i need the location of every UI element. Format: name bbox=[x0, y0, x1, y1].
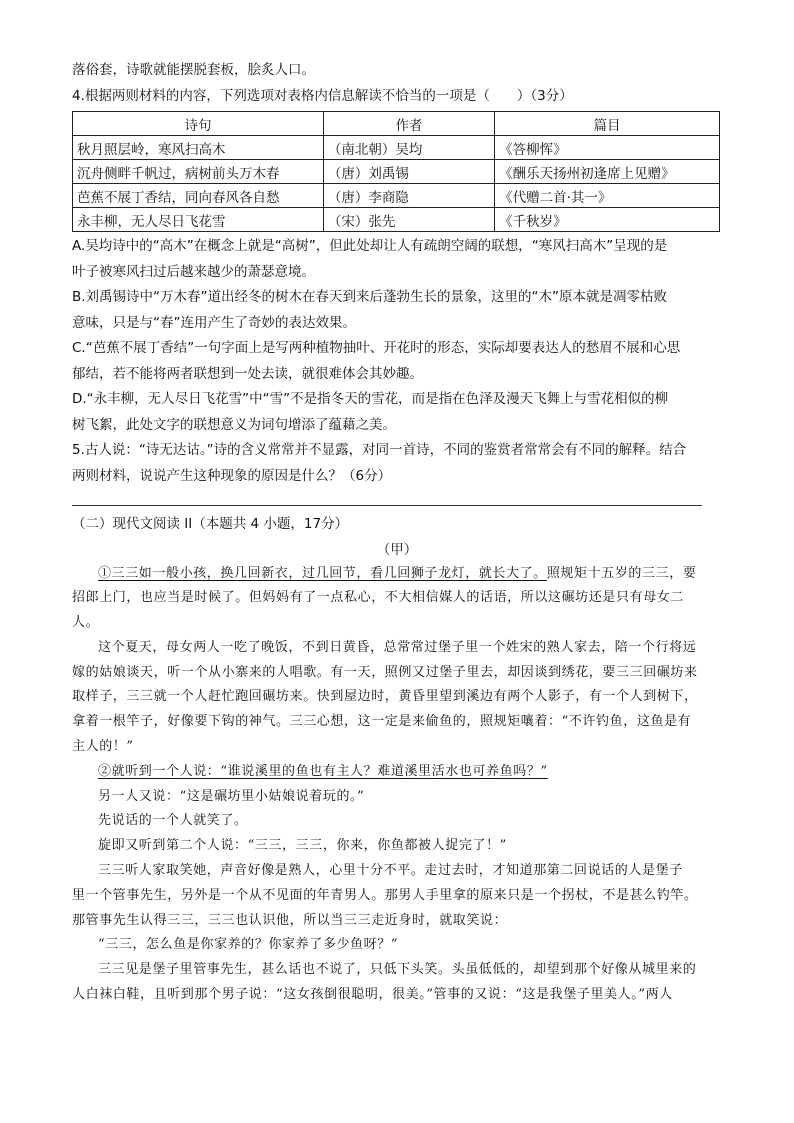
question-4-stem: 4.根据两则材料的内容，下列选项对表格内信息解读不恰当的一项是（ ）（3分） bbox=[72, 87, 573, 104]
option-c-line-2: 郁结，若不能将两者联想到一处去读，就很难体会其妙趣。 bbox=[72, 365, 423, 382]
cell-title: 《酬乐天扬州初逢席上见赠》 bbox=[495, 160, 720, 184]
passage-line: 人。 bbox=[72, 615, 100, 631]
cell-title: 《答柳恽》 bbox=[495, 136, 720, 160]
passage-line: 另一人又说：“这是碾坊里小姑娘说着玩的。” bbox=[98, 788, 365, 804]
section-divider bbox=[72, 505, 702, 506]
underlined-sentence-2: ②就听到一个人说：“谁说溪里的鱼也有主人？难道溪里活水也可养鱼吗？” bbox=[98, 763, 548, 779]
cell-author: （南北朝）吴均 bbox=[323, 136, 494, 160]
option-d bbox=[72, 387, 722, 438]
table-row bbox=[73, 160, 720, 184]
passage-line: 三三见是堡子里管事先生，甚么话也不说了，只低下头笑。头虽低低的，却望到那个好像从城里来的 bbox=[98, 962, 697, 978]
cell-author: （宋）张先 bbox=[323, 208, 494, 232]
option-a-line-2: 叶子被寒风扫过后越来越少的萧瑟意境。 bbox=[72, 263, 315, 280]
passage-line bbox=[72, 760, 722, 785]
option-d-line-1: D.“永丰柳，无人尽日飞花雪”中“雪”不是指冬天的雪花，而是指在色泽及漫天飞舞上与雪花相似的柳 bbox=[72, 391, 669, 407]
question-5-line-1: 5.古人说：“诗无达诂。”诗的含义常常并不显露，对同一首诗，不同的鉴赏者常常会有不同的解释。结合 bbox=[72, 442, 687, 458]
passage-line bbox=[72, 562, 722, 587]
option-c bbox=[72, 336, 722, 387]
option-d-line-2: 树飞絮，此处文字的联想意义为词句增添了蕴藉之美。 bbox=[72, 416, 396, 433]
passage-line: 拿着一根竿子，好像要下钩的神气。三三心想，这一定是来偷鱼的，照规矩嚷着：“不许钓鱼，这鱼是有 bbox=[72, 714, 692, 730]
passage-line: 三三听人家取笑她，声音好像是熟人，心里十分不平。走过去时，才知道那第二回说话的人是堡子 bbox=[98, 863, 683, 879]
passage-line: 嫁的姑娘谈天，听一个从小寨来的人唱歌。有一天，照例又过堡子里去，却因谈到绣花，要三三回碾坊来 bbox=[72, 664, 698, 680]
passage-line: 先说话的一个人就笑了。 bbox=[98, 813, 248, 829]
table-row bbox=[73, 136, 720, 160]
cell-poem-line: 永丰柳，无人尽日飞花雪 bbox=[73, 208, 324, 232]
cell-author: （唐）李商隐 bbox=[323, 184, 494, 208]
passage-line: 取样子，三三就一个人赶忙跑回碾坊来。快到屋边时，黄昏里望到溪边有两个人影子，有一个人到树下， bbox=[72, 689, 698, 705]
passage-line: 旋即又听到第二个人说：“三三，三三，你来，你鱼都被人捉完了！” bbox=[98, 838, 507, 854]
option-b-line-1: B.刘禹锡诗中“万木春”道出经冬的树木在春天到来后蓬勃生长的景象，这里的“木”原本就是凋零枯败 bbox=[72, 289, 668, 305]
passage-line: 这个夏天，母女两人一吃了晚饭，不到日黄昏，总常常过堡子里一个姓宋的熟人家去，陪一个行将远 bbox=[98, 639, 697, 655]
carryover-line: 落俗套，诗歌就能摆脱套板，脍炙人口。 bbox=[72, 62, 315, 78]
cell-title: 《千秋岁》 bbox=[495, 208, 720, 232]
header-poem-line: 诗句 bbox=[73, 112, 324, 136]
option-b bbox=[72, 285, 722, 336]
text-span: 照规矩十五岁的三三，要 bbox=[546, 565, 697, 581]
section-2-heading: （二）现代文阅读 II（本题共 4 小题，17分） bbox=[72, 516, 349, 532]
passage-subtitle: （甲） bbox=[376, 541, 418, 558]
header-author: 作者 bbox=[323, 112, 494, 136]
passage-line: 主人的！” bbox=[72, 739, 134, 755]
passage-text bbox=[72, 562, 722, 1008]
option-c-line-1: C.“芭蕉不展丁香结”一句字面上是写两种植物抽叶、开花时的形态，实际却要表达人的愁眉不展和心思 bbox=[72, 340, 681, 356]
passage-line: 里一个管事先生，另外是一个从不见面的年青男人。那男人手里拿的原来只是一个拐杖，不是甚么钓竿。 bbox=[72, 887, 698, 903]
passage-line: 招郎上门，也应当是时候了。但妈妈有了一点私心，不大相信媒人的话语，所以这碾坊还是只有母女二 bbox=[72, 590, 685, 606]
passage-line: 人白袜白鞋，且听到那个男子说：“这女孩倒很聪明，很美。”管事的又说：“这是我堡子里美人。”两人 bbox=[72, 987, 673, 1003]
underlined-sentence-1: ①三三如一般小孩，换几回新衣，过几回节，看几回狮子龙灯，就长大了。 bbox=[98, 565, 547, 581]
cell-poem-line: 秋月照层岭，寒风扫高木 bbox=[73, 136, 324, 160]
option-a-line-1: A.吴均诗中的“高木”在概念上就是“高树”，但此处却让人有疏朗空阔的联想，“寒风扫高木”呈现的是 bbox=[72, 238, 668, 254]
table-row bbox=[73, 184, 720, 208]
exam-page bbox=[72, 58, 722, 1008]
cell-poem-line: 沉舟侧畔千帆过，病树前头万木春 bbox=[73, 160, 324, 184]
poem-info-table bbox=[72, 111, 720, 232]
table-header-row bbox=[73, 112, 720, 136]
header-title: 篇目 bbox=[495, 112, 720, 136]
cell-poem-line: 芭蕉不展丁香结，同向春风各自愁 bbox=[73, 184, 324, 208]
passage-line: “三三，怎么鱼是你家养的？你家养了多少鱼呀？” bbox=[98, 937, 399, 953]
option-a bbox=[72, 234, 722, 285]
table-row bbox=[73, 208, 720, 232]
cell-title: 《代赠二首·其一》 bbox=[495, 184, 720, 208]
question-5-line-2: 两则材料，说说产生这种现象的原因是什么？（6分） bbox=[72, 467, 392, 484]
question-5 bbox=[72, 438, 722, 489]
passage-line: 那管事先生认得三三，三三也认识他，所以当三三走近身时，就取笑说： bbox=[72, 912, 508, 928]
option-b-line-2: 意味，只是与“春”连用产生了奇妙的表达效果。 bbox=[72, 314, 356, 331]
cell-author: （唐）刘禹锡 bbox=[323, 160, 494, 184]
